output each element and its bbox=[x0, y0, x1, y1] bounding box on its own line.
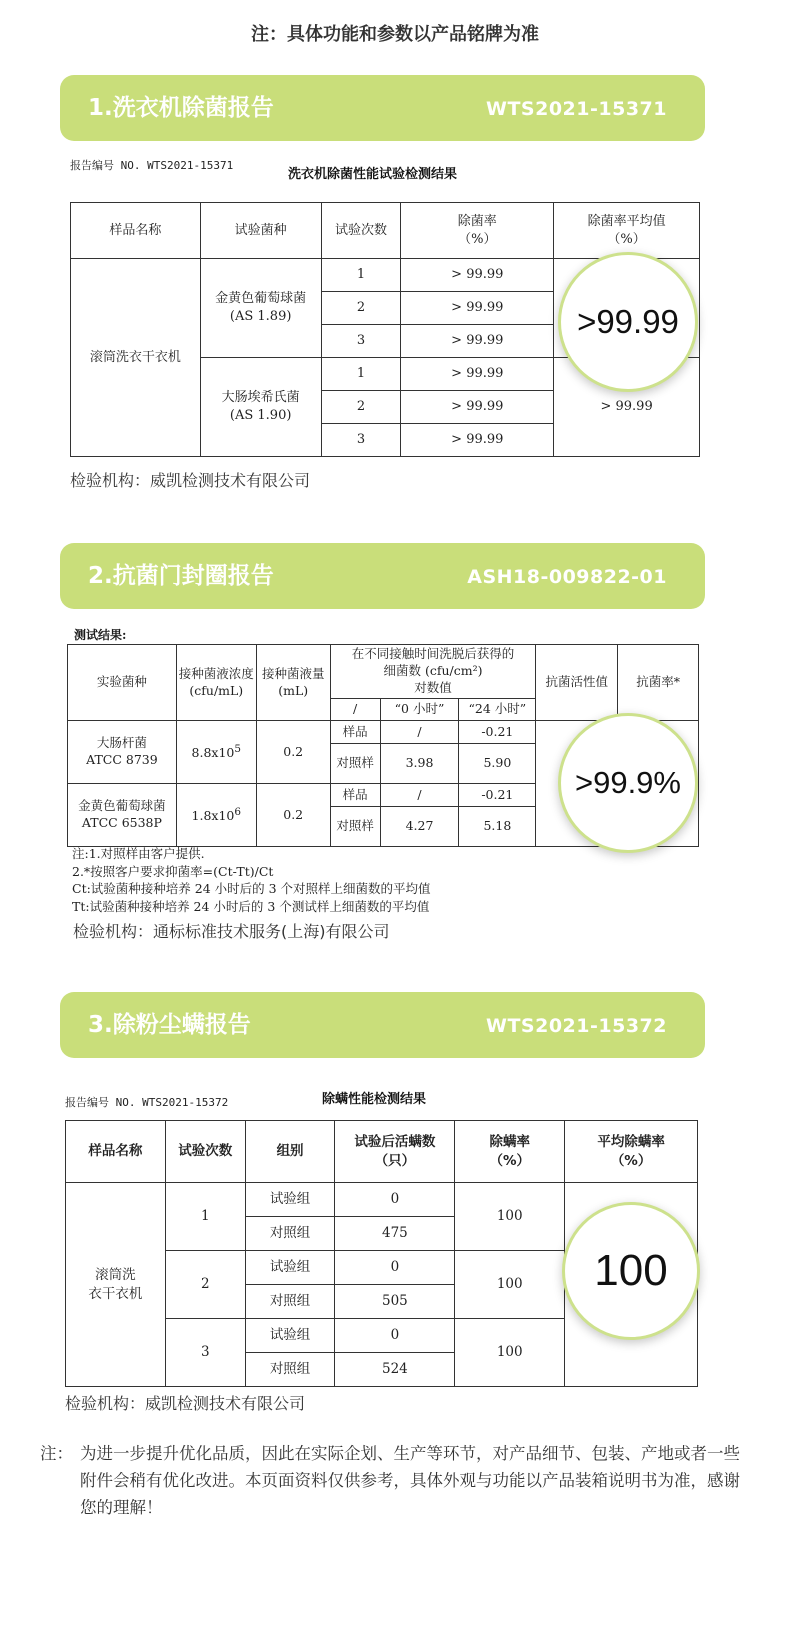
note-line: 注:1.对照样由客户提供. bbox=[72, 846, 205, 861]
volume-value: 0.2 bbox=[256, 721, 330, 784]
header-count-line2: 细菌数 (cfu/cm²) bbox=[383, 663, 483, 679]
concentration-base: 8.8x10 bbox=[191, 745, 235, 761]
strain-name: 大肠杆菌 bbox=[96, 735, 147, 751]
header-concentration-label: 接种菌液浓度 bbox=[178, 665, 254, 681]
count-value: 0 bbox=[335, 1251, 455, 1285]
trial-number: 2 bbox=[165, 1251, 245, 1319]
count-value: 475 bbox=[335, 1217, 455, 1251]
strain-cell bbox=[68, 784, 177, 847]
note-line: Ct:试验菌种接种培养 24 小时后的 3 个对照样上细菌数的平均值 bbox=[72, 881, 431, 896]
value-0h: 4.27 bbox=[380, 807, 459, 847]
table-header-row bbox=[68, 645, 699, 699]
group-label: 对照组 bbox=[245, 1353, 335, 1387]
count-value: 524 bbox=[335, 1353, 455, 1387]
header-rate-unit: （%） bbox=[489, 1152, 530, 1169]
trial-number: 1 bbox=[321, 259, 401, 292]
header-count bbox=[330, 645, 536, 699]
note-line: Tt:试验菌种接种培养 24 小时后的 3 个测试样上细菌数的平均值 bbox=[72, 898, 430, 914]
rate-value: > 99.99 bbox=[401, 424, 554, 457]
trial-number: 1 bbox=[165, 1183, 245, 1251]
strain-code: (AS 1.90) bbox=[229, 408, 292, 423]
rate-value: > 99.99 bbox=[401, 391, 554, 424]
section1-institution: 检验机构：威凯检测技术有限公司 bbox=[70, 471, 311, 490]
subheader-0h: “0 小时” bbox=[380, 699, 459, 721]
concentration-exponent: 6 bbox=[234, 805, 242, 818]
rate-value: > 99.99 bbox=[401, 325, 554, 358]
section2-banner bbox=[60, 543, 705, 609]
section3-highlight-circle: 100 bbox=[562, 1202, 700, 1340]
section2-report-code: ASH18-009822-01 bbox=[467, 566, 667, 588]
sample-name bbox=[66, 1183, 166, 1387]
table-header-row bbox=[66, 1121, 698, 1183]
section2-institution: 检验机构：通标标准技术服务(上海)有限公司 bbox=[73, 922, 390, 941]
section1-caption: 洗衣机除菌性能试验检测结果 bbox=[288, 167, 458, 182]
header-rate-unit: （%） bbox=[458, 231, 497, 247]
header-avg-unit: （%） bbox=[607, 231, 646, 247]
strain-name: 金黄色葡萄球菌 bbox=[215, 291, 307, 307]
header-concentration bbox=[176, 645, 256, 721]
header-trial: 试验次数 bbox=[321, 203, 401, 259]
bottom-note-text: 为进一步提升优化品质，因此在实际企划、生产等环节，对产品细节、包装、产地或者一些附件会稍有优化改进。本页面资料仅供参考，具体外观与功能以产品装箱说明书为准，感谢您的理解！ bbox=[80, 1444, 740, 1517]
strain-cell bbox=[200, 259, 321, 358]
avg-value: > 99.99 bbox=[554, 358, 700, 457]
trial-number: 2 bbox=[321, 391, 401, 424]
section1-report-code: WTS2021-15371 bbox=[486, 98, 667, 120]
top-note: 注：具体功能和参数以产品铭牌为准 bbox=[251, 24, 539, 45]
section3-report-number: 报告编号 NO. WTS2021-15372 bbox=[65, 1096, 229, 1109]
trial-number: 3 bbox=[165, 1319, 245, 1387]
value-0h: / bbox=[380, 721, 459, 744]
rate-value: > 99.99 bbox=[401, 358, 554, 391]
header-avg-label: 平均除螨率 bbox=[597, 1134, 665, 1151]
concentration-exponent: 5 bbox=[234, 742, 242, 755]
value-24h: 5.90 bbox=[459, 744, 536, 784]
sample-name-line2: 衣干衣机 bbox=[88, 1285, 143, 1302]
trial-number: 2 bbox=[321, 292, 401, 325]
count-value: 505 bbox=[335, 1285, 455, 1319]
subheader-blank: / bbox=[330, 699, 380, 721]
header-sample: 样品名称 bbox=[71, 203, 201, 259]
sample-name: 滚筒洗衣干衣机 bbox=[71, 259, 201, 457]
sub-label: 样品 bbox=[330, 784, 380, 807]
concentration-value bbox=[176, 721, 256, 784]
subheader-24h: “24 小时” bbox=[459, 699, 536, 721]
header-avg bbox=[554, 203, 700, 259]
section3-title: 3.除粉尘螨报告 bbox=[88, 1012, 251, 1038]
strain-cell bbox=[200, 358, 321, 457]
rate-value: 100 bbox=[455, 1183, 565, 1251]
header-count-label: 试验后活螨数 bbox=[354, 1134, 436, 1151]
header-rate-label: 除菌率 bbox=[457, 213, 497, 229]
rate-value: > 99.99 bbox=[401, 259, 554, 292]
sub-label: 对照样 bbox=[330, 807, 380, 847]
sample-name-line1: 滚筒洗 bbox=[95, 1267, 136, 1284]
strain-code: ATCC 6538P bbox=[81, 815, 162, 830]
header-count-unit: （只） bbox=[374, 1152, 416, 1169]
group-label: 试验组 bbox=[245, 1251, 335, 1285]
header-volume: 接种菌液量(mL) bbox=[256, 645, 330, 721]
header-sample: 样品名称 bbox=[66, 1121, 166, 1183]
table-header-row bbox=[71, 203, 700, 259]
header-count-line1: 在不同接触时间洗脱后获得的 bbox=[351, 646, 515, 662]
strain-name: 金黄色葡萄球菌 bbox=[78, 798, 166, 814]
value-0h: 3.98 bbox=[380, 744, 459, 784]
trial-number: 3 bbox=[321, 325, 401, 358]
section1-report-number: 报告编号 NO. WTS2021-15371 bbox=[70, 159, 234, 172]
value-24h: 5.18 bbox=[459, 807, 536, 847]
rate-value: > 99.99 bbox=[401, 292, 554, 325]
header-avg-label: 除菌率平均值 bbox=[587, 213, 666, 229]
sub-label: 样品 bbox=[330, 721, 380, 744]
header-avg-unit: （%） bbox=[610, 1152, 652, 1169]
strain-code: (AS 1.89) bbox=[229, 309, 292, 324]
header-trial: 试验次数 bbox=[165, 1121, 245, 1183]
strain-code: ATCC 8739 bbox=[86, 752, 158, 767]
header-count bbox=[335, 1121, 455, 1183]
count-value: 0 bbox=[335, 1183, 455, 1217]
section2-result-label: 测试结果: bbox=[74, 628, 127, 642]
group-label: 试验组 bbox=[245, 1183, 335, 1217]
header-concentration-unit: (cfu/mL) bbox=[189, 682, 244, 698]
header-rate-label: 除螨率 bbox=[489, 1134, 530, 1151]
section3-institution: 检验机构：威凯检测技术有限公司 bbox=[65, 1394, 306, 1413]
bottom-note bbox=[40, 1440, 750, 1521]
strain-name: 大肠埃希氏菌 bbox=[221, 390, 300, 406]
section1-highlight-circle: >99.99 bbox=[558, 252, 698, 392]
section2-title: 2.抗菌门封圈报告 bbox=[88, 563, 274, 589]
value-24h: -0.21 bbox=[459, 784, 536, 807]
trial-number: 1 bbox=[321, 358, 401, 391]
sub-label: 对照样 bbox=[330, 744, 380, 784]
trial-number: 3 bbox=[321, 424, 401, 457]
header-count-line3: 对数值 bbox=[414, 679, 452, 695]
group-label: 对照组 bbox=[245, 1285, 335, 1319]
header-rate: 抗菌率* bbox=[618, 645, 699, 721]
value-0h: / bbox=[380, 784, 459, 807]
section2-highlight-circle: >99.9% bbox=[558, 713, 698, 853]
value-24h: -0.21 bbox=[459, 721, 536, 744]
note-line: 2.*按照客户要求抑菌率=(Ct-Tt)/Ct bbox=[72, 863, 274, 879]
concentration-base: 1.8x10 bbox=[191, 808, 235, 824]
rate-value: 100 bbox=[455, 1319, 565, 1387]
section1-banner bbox=[60, 75, 705, 141]
group-label: 对照组 bbox=[245, 1217, 335, 1251]
rate-value: 100 bbox=[455, 1251, 565, 1319]
section3-banner bbox=[60, 992, 705, 1058]
header-rate bbox=[401, 203, 554, 259]
strain-cell bbox=[68, 721, 177, 784]
section3-report-code: WTS2021-15372 bbox=[486, 1015, 667, 1037]
section2-notes bbox=[72, 845, 431, 915]
header-strain: 试验菌种 bbox=[200, 203, 321, 259]
count-value: 0 bbox=[335, 1319, 455, 1353]
header-strain: 实验菌种 bbox=[68, 645, 177, 721]
volume-value: 0.2 bbox=[256, 784, 330, 847]
section3-caption: 除螨性能检测结果 bbox=[322, 1092, 427, 1107]
group-label: 试验组 bbox=[245, 1319, 335, 1353]
concentration-value bbox=[176, 784, 256, 847]
header-activity: 抗菌活性值 bbox=[536, 645, 618, 721]
header-rate bbox=[455, 1121, 565, 1183]
section1-title: 1.洗衣机除菌报告 bbox=[88, 95, 274, 121]
bottom-note-label: 注： bbox=[40, 1444, 73, 1463]
header-group: 组别 bbox=[245, 1121, 335, 1183]
header-avg bbox=[565, 1121, 698, 1183]
